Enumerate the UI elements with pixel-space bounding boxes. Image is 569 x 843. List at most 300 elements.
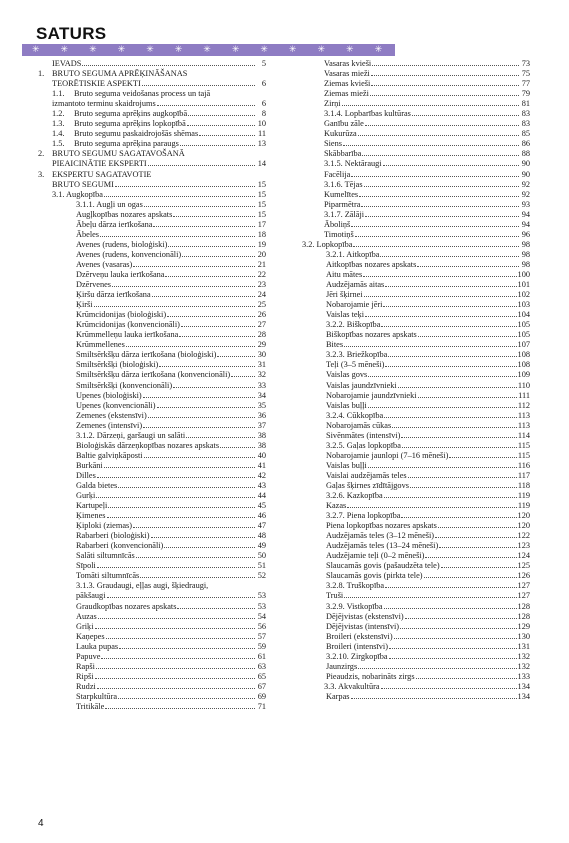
- toc-leader-dots: [364, 180, 519, 187]
- toc-entry[interactable]: [38, 330, 266, 340]
- toc-entry-page: 109: [517, 370, 530, 380]
- toc-entry-title: Ganību zāle: [324, 119, 364, 129]
- toc-entry[interactable]: [38, 662, 266, 672]
- toc-entry-title: Gurķi: [76, 491, 96, 501]
- toc-entry-page: 117: [517, 470, 530, 480]
- toc-entry[interactable]: [38, 220, 266, 230]
- toc-entry-page: 50: [257, 551, 266, 561]
- toc-entry[interactable]: [38, 260, 266, 270]
- toc-entry-page: 119: [517, 491, 530, 501]
- toc-entry[interactable]: [302, 180, 530, 190]
- toc-entry-page: 6: [261, 79, 266, 89]
- toc-entry-page: 120: [517, 521, 530, 531]
- toc-entry[interactable]: [38, 210, 266, 220]
- toc-entry[interactable]: [302, 682, 530, 692]
- toc-entry-title: Krūmmelleņu lauka ierīkošana: [76, 330, 179, 340]
- toc-leader-dots: [144, 451, 255, 458]
- toc-entry[interactable]: [302, 240, 530, 250]
- toc-entry[interactable]: [302, 340, 530, 350]
- toc-entry-page: 131: [517, 641, 530, 651]
- toc-entry[interactable]: [38, 270, 266, 280]
- toc-entry-title: Slaucamās govis (pašaudzēta tele): [326, 561, 440, 571]
- toc-entry[interactable]: [302, 200, 530, 210]
- toc-entry-title: 3.1.7. Zālāji: [324, 209, 365, 219]
- toc-entry[interactable]: [38, 79, 266, 89]
- toc-leader-dots: [182, 250, 255, 257]
- toc-entry[interactable]: [302, 672, 530, 682]
- toc-entry-page: 101: [517, 280, 530, 290]
- toc-entry[interactable]: [302, 571, 530, 581]
- toc-entry[interactable]: [38, 180, 266, 190]
- toc-column-right: [302, 59, 530, 702]
- snowflake-icon: ✳: [174, 45, 183, 55]
- toc-entry-page: 71: [257, 702, 266, 711]
- toc-entry-page: 29: [257, 340, 266, 350]
- toc-entry-page: 51: [257, 561, 266, 571]
- toc-entry-title: Aitu mātes: [326, 269, 363, 279]
- toc-entry-title: Vaislas govs: [326, 370, 368, 380]
- toc-entry[interactable]: [38, 511, 266, 521]
- toc-entry[interactable]: [38, 652, 266, 662]
- toc-entry[interactable]: [38, 471, 266, 481]
- toc-entry[interactable]: [38, 290, 266, 300]
- toc-entry[interactable]: [302, 521, 530, 531]
- toc-entry-page: 36: [257, 410, 266, 420]
- toc-entry-page: 105: [517, 320, 530, 330]
- toc-entry-page: 90: [521, 159, 530, 169]
- toc-entry-title: Dilles: [76, 470, 96, 480]
- toc-entry[interactable]: [38, 581, 266, 591]
- toc-entry[interactable]: [38, 501, 266, 511]
- toc-entry-page: 81: [521, 99, 530, 109]
- toc-leader-dots: [368, 461, 517, 468]
- toc-entry-title: Burkāni: [76, 460, 103, 470]
- toc-entry[interactable]: [302, 632, 530, 642]
- toc-entry-page: 34: [257, 390, 266, 400]
- toc-entry[interactable]: [38, 300, 266, 310]
- toc-leader-dots: [355, 230, 519, 237]
- toc-entry[interactable]: [302, 89, 530, 99]
- toc-entry-title: izmantoto terminu skaidrojums: [52, 99, 156, 109]
- toc-entry-page: 22: [257, 269, 266, 279]
- toc-entry-page: 132: [517, 651, 530, 661]
- toc-leader-dots: [107, 591, 256, 598]
- toc-leader-dots: [358, 129, 519, 136]
- toc-entry-title: Dzērveņu lauka ierīkošana: [76, 269, 165, 279]
- toc-entry[interactable]: [302, 421, 530, 431]
- toc-entry-page: 122: [517, 531, 530, 541]
- toc-entry[interactable]: [38, 602, 266, 612]
- toc-entry-page: 15: [257, 179, 266, 189]
- snowflake-icon: ✳: [346, 45, 354, 55]
- toc-entry-title: Piparmētra: [324, 199, 361, 209]
- toc-entry[interactable]: [302, 99, 530, 109]
- toc-entry[interactable]: [302, 79, 530, 89]
- toc-leader-dots: [365, 210, 519, 217]
- toc-entry[interactable]: [302, 260, 530, 270]
- toc-entry[interactable]: [38, 531, 266, 541]
- toc-entry[interactable]: [38, 89, 266, 99]
- toc-entry[interactable]: [38, 119, 266, 129]
- toc-entry-title: Starpkultūra: [76, 691, 118, 701]
- toc-leader-dots: [118, 481, 255, 488]
- toc-entry-page: 104: [517, 310, 530, 320]
- toc-entry[interactable]: [38, 310, 266, 320]
- toc-entry[interactable]: [38, 391, 266, 401]
- toc-entry[interactable]: [38, 692, 266, 702]
- toc-entry[interactable]: [302, 551, 530, 561]
- toc-entry[interactable]: [302, 129, 530, 139]
- toc-entry[interactable]: [38, 200, 266, 210]
- toc-entry[interactable]: [302, 622, 530, 632]
- toc-entry[interactable]: [302, 320, 530, 330]
- toc-entry-page: 108: [517, 350, 530, 360]
- toc-entry-page: 88: [521, 149, 530, 159]
- toc-entry[interactable]: [38, 541, 266, 551]
- toc-entry[interactable]: [38, 149, 266, 159]
- toc-entry[interactable]: [302, 250, 530, 260]
- toc-entry[interactable]: [302, 69, 530, 79]
- toc-entry-page: 108: [517, 360, 530, 370]
- toc-leader-dots: [108, 501, 255, 508]
- toc-entry-page: 67: [257, 681, 266, 691]
- toc-entry[interactable]: [302, 310, 530, 320]
- toc-entry-title: Bruto seguma veidošanas process un tajā: [74, 89, 211, 99]
- toc-entry[interactable]: [38, 411, 266, 421]
- toc-entry-title: Rabarberi (konvencionāli): [76, 541, 164, 551]
- snowflake-icon: ✳: [32, 45, 40, 55]
- toc-entry[interactable]: [38, 360, 266, 370]
- toc-entry-page: 112: [517, 400, 530, 410]
- toc-entry-title: Upenes (bioloģiski): [76, 390, 142, 400]
- toc-entry-number: 1.4.: [52, 129, 65, 139]
- toc-entry[interactable]: [302, 591, 530, 601]
- toc-entry-title: Kartupeļi: [76, 501, 108, 511]
- toc-entry[interactable]: [302, 481, 530, 491]
- toc-entry[interactable]: [302, 330, 530, 340]
- toc-entry-page: 69: [257, 691, 266, 701]
- toc-entry[interactable]: [38, 672, 266, 682]
- toc-entry[interactable]: [302, 149, 530, 159]
- toc-entry-title: Dzērvenes: [76, 280, 112, 290]
- toc-entry[interactable]: [38, 561, 266, 571]
- snowflake-icon: ✳: [460, 45, 468, 55]
- toc-entry[interactable]: [38, 682, 266, 692]
- toc-entry[interactable]: [302, 401, 530, 411]
- toc-entry-page: 128: [517, 611, 530, 621]
- toc-entry-title: Smiltsērkšķi (konvencionāli): [76, 380, 173, 390]
- toc-leader-dots: [133, 260, 255, 267]
- toc-entry-title: Ābeles: [76, 229, 100, 239]
- toc-entry[interactable]: [38, 702, 266, 712]
- toc-entry-title: BRUTO SEGUMA APRĒĶINĀŠANAS: [52, 69, 188, 79]
- toc-entry-page: 86: [521, 139, 530, 149]
- toc-entry[interactable]: [38, 622, 266, 632]
- toc-entry-title: Augļkopības nozares apskats: [76, 209, 173, 219]
- toc-entry[interactable]: [38, 381, 266, 391]
- toc-leader-dots: [368, 401, 517, 408]
- toc-leader-dots: [112, 280, 255, 287]
- snowflake-icon: ✳: [317, 45, 326, 55]
- toc-entry-title: pākšaugi: [76, 591, 106, 601]
- toc-entry[interactable]: [38, 612, 266, 622]
- toc-entry[interactable]: [302, 119, 530, 129]
- toc-entry[interactable]: [38, 521, 266, 531]
- toc-entry[interactable]: [38, 350, 266, 360]
- toc-entry[interactable]: [302, 602, 530, 612]
- toc-entry[interactable]: [38, 441, 266, 451]
- toc-entry[interactable]: [38, 461, 266, 471]
- toc-leader-dots: [398, 381, 517, 388]
- toc-entry-page: 40: [257, 450, 266, 460]
- toc-entry-title: Kaņepes: [76, 631, 105, 641]
- toc-entry[interactable]: [38, 591, 266, 601]
- toc-entry[interactable]: [38, 280, 266, 290]
- toc-entry-page: 15: [257, 189, 266, 199]
- toc-entry[interactable]: [38, 451, 266, 461]
- toc-entry-title: Ziemas mieži: [324, 89, 369, 99]
- toc-entry-page: 53: [257, 591, 266, 601]
- toc-entry[interactable]: [38, 642, 266, 652]
- toc-entry[interactable]: [38, 431, 266, 441]
- toc-entry[interactable]: [302, 541, 530, 551]
- toc-leader-dots: [104, 461, 255, 468]
- toc-leader-dots: [438, 521, 517, 528]
- toc-entry[interactable]: [302, 642, 530, 652]
- toc-entry-page: 83: [521, 109, 530, 119]
- toc-leader-dots: [167, 310, 255, 317]
- toc-entry[interactable]: [38, 571, 266, 581]
- toc-leader-dots: [401, 511, 516, 518]
- toc-entry-title: Bruto seguma aprēķins augkopībā: [74, 109, 188, 119]
- toc-entry-page: 107: [517, 340, 530, 350]
- toc-entry-title: Lauka pupas: [76, 641, 119, 651]
- toc-entry[interactable]: [302, 451, 530, 461]
- toc-entry[interactable]: [38, 632, 266, 642]
- toc-entry[interactable]: [38, 481, 266, 491]
- toc-entry[interactable]: [302, 441, 530, 451]
- toc-leader-dots: [186, 431, 255, 438]
- toc-entry-page: 123: [517, 541, 530, 551]
- toc-leader-dots: [104, 190, 255, 197]
- toc-leader-dots: [400, 622, 517, 629]
- toc-entry[interactable]: [302, 511, 530, 521]
- toc-entry[interactable]: [38, 129, 266, 139]
- toc-entry-page: 11: [258, 129, 266, 139]
- toc-entry[interactable]: [38, 170, 266, 180]
- toc-entry-number: 3.: [38, 169, 45, 179]
- toc-leader-dots: [96, 491, 255, 498]
- toc-leader-dots: [98, 612, 255, 619]
- toc-entry-title: 3.2.1. Aitkopība: [326, 249, 380, 259]
- toc-entry[interactable]: [38, 421, 266, 431]
- toc-entry-page: 102: [517, 290, 530, 300]
- toc-entry[interactable]: [302, 411, 530, 421]
- toc-entry-page: 20: [257, 249, 266, 259]
- toc-entry-page: 116: [517, 460, 530, 470]
- toc-entry[interactable]: [38, 159, 266, 169]
- toc-entry-page: 120: [517, 511, 530, 521]
- toc-leader-dots: [97, 682, 255, 689]
- toc-leader-dots: [165, 270, 255, 277]
- toc-entry-page: 134: [517, 691, 530, 701]
- toc-entry[interactable]: [38, 491, 266, 501]
- toc-entry-title: Bruto seguma aprēķins lopkopībā: [74, 119, 186, 129]
- toc-entry[interactable]: [38, 69, 266, 79]
- toc-leader-dots: [100, 230, 255, 237]
- toc-entry-page: 47: [257, 521, 266, 531]
- toc-entry[interactable]: [302, 290, 530, 300]
- toc-leader-dots: [82, 59, 255, 66]
- toc-entry-page: 38: [257, 430, 266, 440]
- toc-entry[interactable]: [302, 350, 530, 360]
- toc-entry[interactable]: [302, 270, 530, 280]
- toc-entry[interactable]: [38, 320, 266, 330]
- toc-entry[interactable]: [38, 250, 266, 260]
- toc-entry[interactable]: [302, 300, 530, 310]
- toc-entry-page: 115: [517, 440, 530, 450]
- toc-entry[interactable]: [302, 360, 530, 370]
- toc-entry-page: 128: [517, 601, 530, 611]
- toc-entry-page: 10: [257, 119, 266, 129]
- toc-leader-dots: [380, 250, 519, 257]
- toc-entry[interactable]: [302, 391, 530, 401]
- toc-entry-title: Skābbarība: [324, 149, 362, 159]
- toc-leader-dots: [362, 149, 519, 156]
- toc-entry-page: 79: [521, 89, 530, 99]
- toc-entry-title: Sivēnmātes (intensīvi): [326, 430, 401, 440]
- toc-entry[interactable]: [302, 370, 530, 380]
- toc-entry[interactable]: [302, 581, 530, 591]
- toc-entry-title: Zirņi: [324, 99, 341, 109]
- toc-entry-title: Avenes (vasaras): [76, 259, 133, 269]
- toc-entry-page: 93: [521, 199, 530, 209]
- toc-entry[interactable]: [38, 370, 266, 380]
- toc-entry[interactable]: [302, 461, 530, 471]
- snowflake-icon: ✳: [374, 45, 383, 55]
- toc-entry[interactable]: [302, 471, 530, 481]
- toc-entry[interactable]: [38, 139, 266, 149]
- toc-entry[interactable]: [302, 692, 530, 702]
- toc-leader-dots: [343, 139, 519, 146]
- toc-entry[interactable]: [302, 170, 530, 180]
- toc-leader-dots: [385, 581, 516, 588]
- toc-entry[interactable]: [38, 99, 266, 109]
- toc-entry-page: 28: [257, 330, 266, 340]
- toc-entry[interactable]: [302, 431, 530, 441]
- toc-entry-title: Ķiploki (ziemas): [76, 521, 132, 531]
- decorative-snowflake-band: [22, 44, 497, 56]
- toc-entry[interactable]: [302, 230, 530, 240]
- toc-leader-dots: [388, 350, 516, 357]
- toc-entry[interactable]: [302, 139, 530, 149]
- toc-leader-dots: [416, 672, 517, 679]
- toc-entry[interactable]: [302, 501, 530, 511]
- toc-entry[interactable]: [38, 401, 266, 411]
- toc-entry[interactable]: [302, 652, 530, 662]
- toc-entry-title: Ripši: [76, 671, 94, 681]
- toc-leader-dots: [371, 79, 519, 86]
- toc-leader-dots: [358, 662, 516, 669]
- toc-leader-dots: [180, 139, 255, 146]
- toc-entry[interactable]: [302, 280, 530, 290]
- toc-entry[interactable]: [38, 551, 266, 561]
- toc-leader-dots: [97, 471, 255, 478]
- toc-entry-title: Krūmcidonijas (bioloģiski): [76, 310, 167, 320]
- toc-entry[interactable]: [302, 159, 530, 169]
- toc-entry-title: Jēri šķirnei: [326, 290, 363, 300]
- toc-entry-page: 19: [257, 239, 266, 249]
- toc-entry-page: 111: [518, 390, 530, 400]
- page-number: 4: [38, 818, 44, 829]
- toc-entry-title: Biškopības nozares apskats: [326, 330, 417, 340]
- toc-leader-dots: [105, 702, 255, 709]
- toc-entry-page: 134: [517, 681, 530, 691]
- toc-entry[interactable]: [302, 190, 530, 200]
- toc-entry-page: 114: [517, 430, 530, 440]
- toc-entry-title: Nobarojamie jaundzīvnieki: [326, 390, 417, 400]
- toc-entry-title: EKSPERTU SAGATAVOTIE: [52, 169, 152, 179]
- toc-entry-number: 1.1.: [52, 89, 65, 99]
- toc-entry-page: 27: [257, 320, 266, 330]
- toc-entry[interactable]: [302, 531, 530, 541]
- toc-entry-title: Audzējamās teles (13–24 mēneši): [326, 541, 439, 551]
- toc-entry-title: Bioloģiskās dārzeņkopības nozares apskats: [76, 440, 220, 450]
- toc-entry-page: 5: [261, 59, 266, 68]
- toc-entry[interactable]: [302, 662, 530, 672]
- snowflake-icon: ✳: [203, 45, 211, 55]
- toc-leader-dots: [133, 521, 255, 528]
- toc-entry-title: Ziemas kvieši: [324, 79, 371, 89]
- toc-entry[interactable]: [302, 561, 530, 571]
- toc-entry[interactable]: [38, 230, 266, 240]
- toc-entry[interactable]: [302, 491, 530, 501]
- toc-entry-page: 61: [257, 651, 266, 661]
- toc-entry-title: Dējējvistas (ekstensīvi): [326, 611, 404, 621]
- toc-entry-title: Tritikāle: [76, 702, 105, 711]
- toc-entry[interactable]: [302, 210, 530, 220]
- toc-entry-number: 1.: [38, 69, 45, 79]
- toc-leader-dots: [449, 451, 517, 458]
- toc-entry-title: Ķimenes: [76, 511, 106, 521]
- toc-entry[interactable]: [38, 109, 266, 119]
- toc-entry[interactable]: [302, 109, 530, 119]
- toc-entry-page: 98: [521, 259, 530, 269]
- toc-entry[interactable]: [38, 340, 266, 350]
- toc-entry-title: Papuve: [76, 651, 101, 661]
- toc-entry[interactable]: [38, 190, 266, 200]
- toc-entry-title: 3.2.3. Briežkopība: [326, 350, 388, 360]
- toc-entry[interactable]: [38, 240, 266, 250]
- toc-entry[interactable]: [302, 612, 530, 622]
- toc-leader-dots: [106, 632, 255, 639]
- toc-entry-page: 53: [257, 601, 266, 611]
- toc-leader-dots: [119, 642, 255, 649]
- toc-entry-title: Rudzi: [76, 681, 96, 691]
- toc-entry-title: Teļi (3–5 mēneši): [326, 360, 385, 370]
- toc-entry[interactable]: [38, 59, 266, 69]
- toc-entry-number: 1.3.: [52, 119, 65, 129]
- toc-entry-page: 43: [257, 480, 266, 490]
- toc-entry[interactable]: [302, 381, 530, 391]
- toc-entry[interactable]: [302, 59, 530, 69]
- toc-entry-title: Griķi: [76, 621, 94, 631]
- toc-entry-title: 3.1. Augkopība: [52, 189, 103, 199]
- toc-leader-dots: [173, 381, 255, 388]
- toc-entry-title: Tomāti siltumnīcās: [76, 571, 140, 581]
- toc-entry[interactable]: [302, 220, 530, 230]
- toc-entry-page: 15: [257, 209, 266, 219]
